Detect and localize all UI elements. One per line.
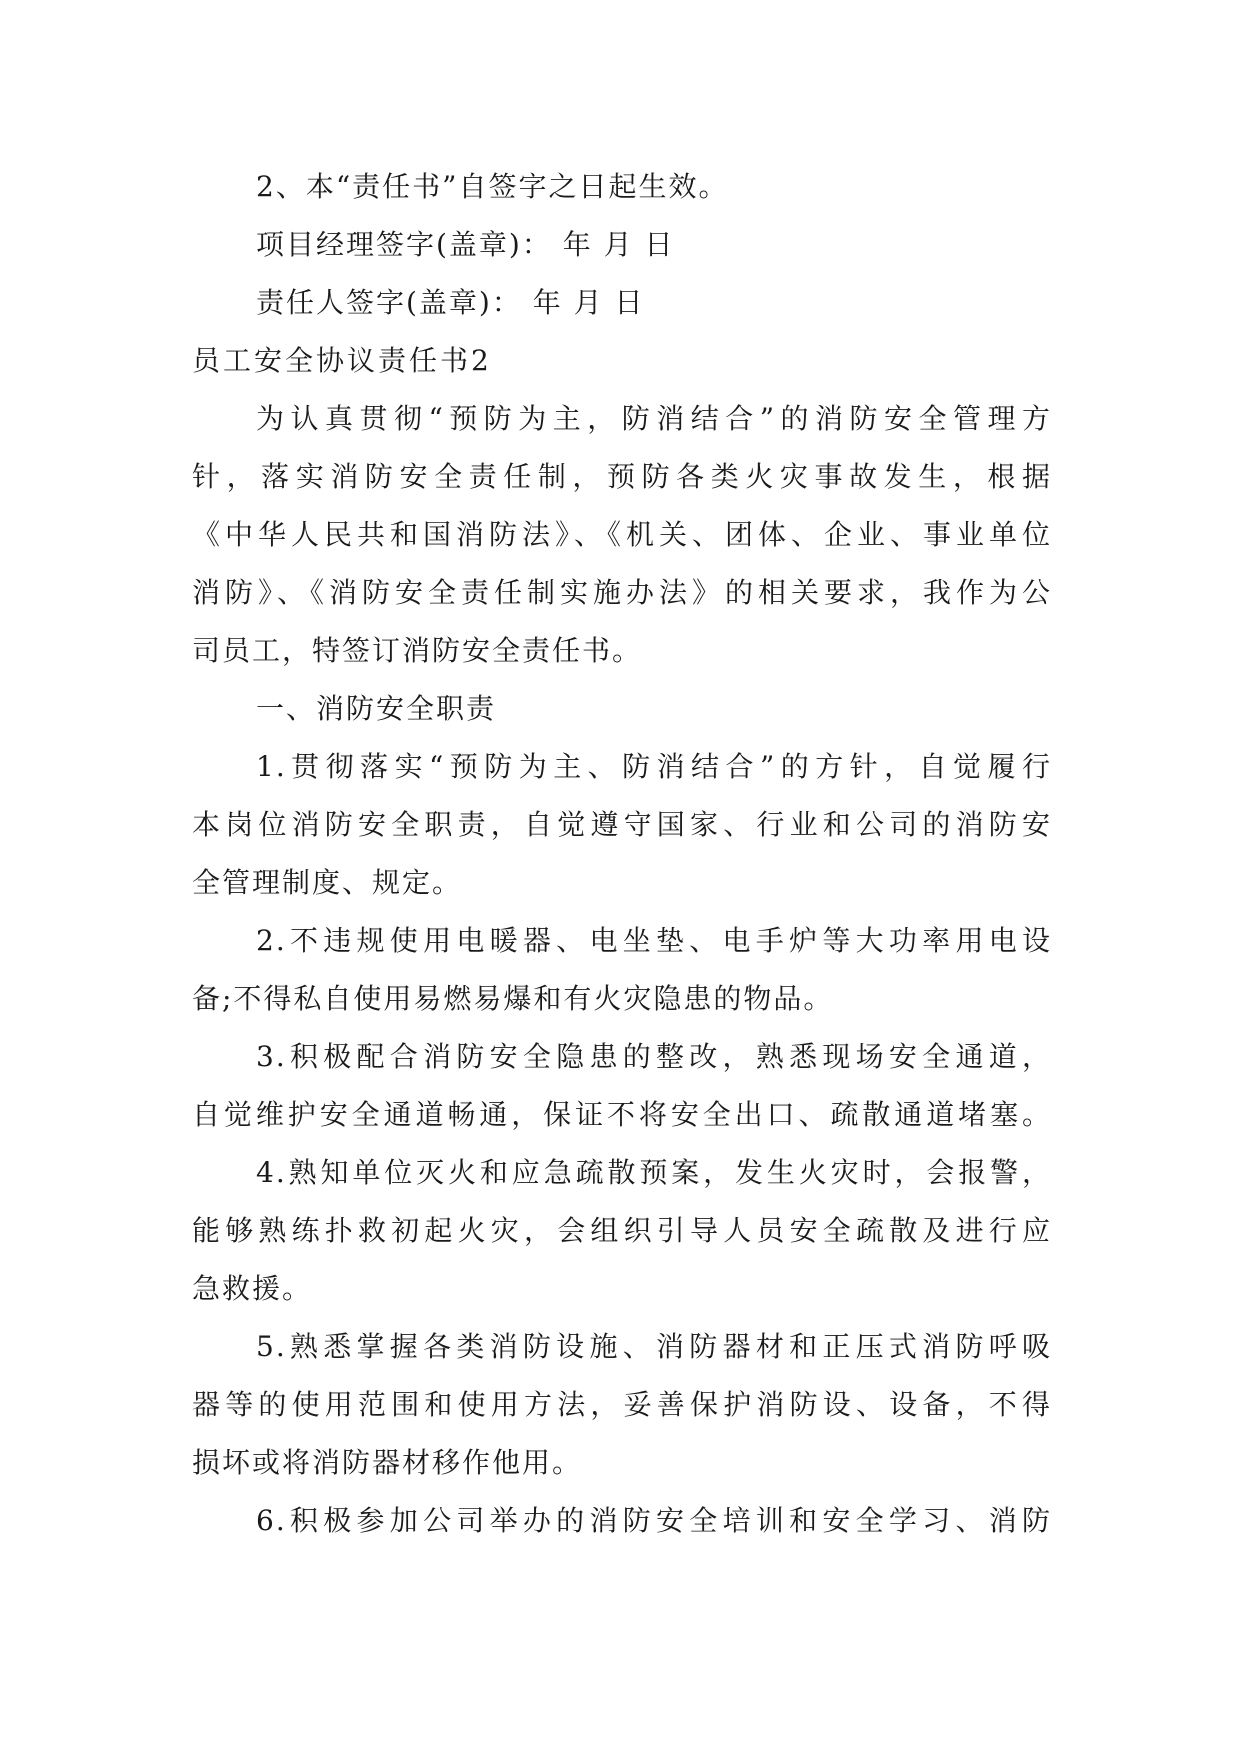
document-page [192,158,1052,1550]
section-heading: 一、消防安全职责 [256,692,497,725]
text-line: 针，落实消防安全责任制，预防各类火灾事故发生，根据 [192,460,1052,493]
text-line: 为认真贯彻“预防为主，防消结合”的消防安全管理方 [256,402,1052,435]
text-line: 损坏或将消防器材移作他用。 [192,1446,583,1479]
text-line: 本岗位消防安全职责，自觉遵守国家、行业和公司的消防安 [192,808,1052,841]
text-line: 能够熟练扑救初起火灾，会组织引导人员安全疏散及进行应 [192,1214,1052,1247]
text-line: 急救援。 [192,1272,313,1305]
text-line: 司员工，特签订消防安全责任书。 [192,634,643,667]
text-line: 《中华人民共和国消防法》、《机关、团体、企业、事业单位 [192,518,1052,551]
text-line: 器等的使用范围和使用方法，妥善保护消防设、设备，不得 [192,1388,1052,1421]
text-line: 2.不违规使用电暖器、电坐垫、电手炉等大功率用电设 [256,924,1052,957]
text-line: 6.积极参加公司举办的消防安全培训和安全学习、消防 [256,1504,1052,1537]
signature-project-manager: 项目经理签字(盖章)： 年 月 日 [256,228,675,261]
text-line: 消防》、《消防安全责任制实施办法》的相关要求，我作为公 [192,576,1052,609]
document-title: 员工安全协议责任书2 [192,344,492,377]
text-line: 自觉维护安全通道畅通，保证不将安全出口、疏散通道堵塞。 [192,1098,1052,1131]
text-line: 1.贯彻落实“预防为主、防消结合”的方针，自觉履行 [256,750,1052,783]
clause-effective-date: 2、本“责任书”自签字之日起生效。 [256,170,729,203]
text-line: 4.熟知单位灭火和应急疏散预案，发生火灾时，会报警， [256,1156,1052,1189]
text-line: 备;不得私自使用易燃易爆和有火灾隐患的物品。 [192,982,834,1015]
signature-responsible-person: 责任人签字(盖章)： 年 月 日 [256,286,645,319]
text-line: 5.熟悉掌握各类消防设施、消防器材和正压式消防呼吸 [256,1330,1052,1363]
text-line: 3.积极配合消防安全隐患的整改，熟悉现场安全通道， [256,1040,1052,1073]
text-line: 全管理制度、规定。 [192,866,463,899]
